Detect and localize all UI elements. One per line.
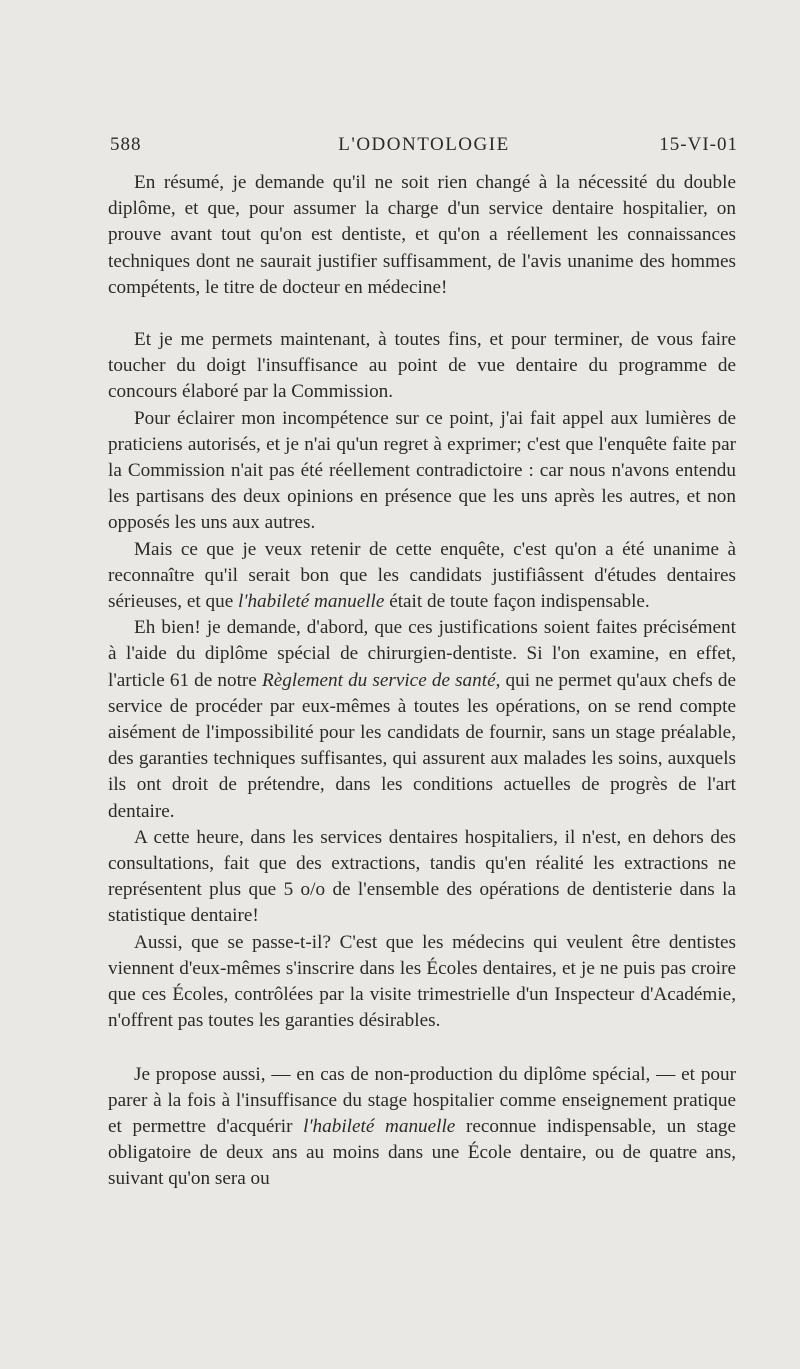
paragraph: A cette heure, dans les services dentaires hospitaliers, il n'est, en dehors des consultations, fait que des extractions, tandis qu'en réalité les extractions ne représentent plus que 5 o/o de l'ensemble des opérations de dentisterie dans la statistique dentaire!	[108, 826, 736, 927]
paragraph: Pour éclairer mon incompétence sur ce point, j'ai fait appel aux lumières de praticiens autorisés, et je n'ai qu'un regret à exprimer; c'est que l'enquête faite par la Commission n'ait pas été réellement contradictoire : car nous n'avons entendu les partisans des deux opinions en présence que les uns après les autres, et non opposés les uns aux autres.	[108, 407, 736, 534]
paragraph: Mais ce que je veux retenir de cette enquête, c'est qu'on a été unanime à reconnaître qu'il serait bon que les candidats justifiâssent d'études dentaires sérieuses, et que l'habileté manuelle était de toute façon indispensable.	[108, 538, 736, 613]
body-text	[108, 170, 736, 1193]
journal-title: L'ODONTOLOGIE	[338, 134, 510, 155]
paragraph: Eh bien! je demande, d'abord, que ces justifications soient faites précisément à l'aide du diplôme spécial de chirurgien-dentiste. Si l'on examine, en effet, l'article 61 de notre Règlement du service de santé, qui ne permet qu'aux chefs de service de procéder par eux-mêmes à toutes les opérations, on se rend compte aisément de l'impossibilité pour les candidats de fournir, sans un stage préalable, des garanties techniques suffisantes, qui assurent aux malades les soins, auxquels ils ont droit de prétendre, dans les conditions actuelles de progrès de l'art dentaire.	[108, 617, 737, 822]
running-header	[110, 134, 738, 164]
page-number: 588	[110, 134, 142, 155]
paragraph: Et je me permets maintenant, à toutes fins, et pour terminer, de vous faire toucher du doigt l'insuffisance au point de vue dentaire du programme de concours élaboré par la Commission.	[108, 329, 736, 403]
paragraph: Aussi, que se passe-t-il? C'est que les médecins qui veulent être dentistes viennent d'eux-mêmes s'inscrire dans les Écoles dentaires, et je ne puis pas croire que ces Écoles, contrôlées par la visite trimestrielle d'un Inspecteur d'Académie, n'offrent pas toutes les garanties désirables.	[108, 931, 736, 1032]
paragraph: En résumé, je demande qu'il ne soit rien changé à la nécessité du double diplôme, et que, pour assumer la charge d'un service dentaire hospitalier, on prouve avant tout qu'on est dentiste, et qu'on a réellement les connaissances techniques dont ne saurait justifier suffisamment, de l'avis unanime des hommes compétents, le titre de docteur en médecine!	[108, 172, 736, 298]
issue-date: 15-VI-01	[659, 134, 738, 155]
paragraph: Je propose aussi, — en cas de non-production du diplôme spécial, — et pour parer à la fois à l'insuffisance du stage hospitalier comme enseignement pratique et permettre d'acquérir l'habileté manuelle reconnue indispensable, un stage obligatoire de deux ans au moins dans une École dentaire, ou de quatre ans, suivant qu'on sera ou	[108, 1063, 736, 1190]
